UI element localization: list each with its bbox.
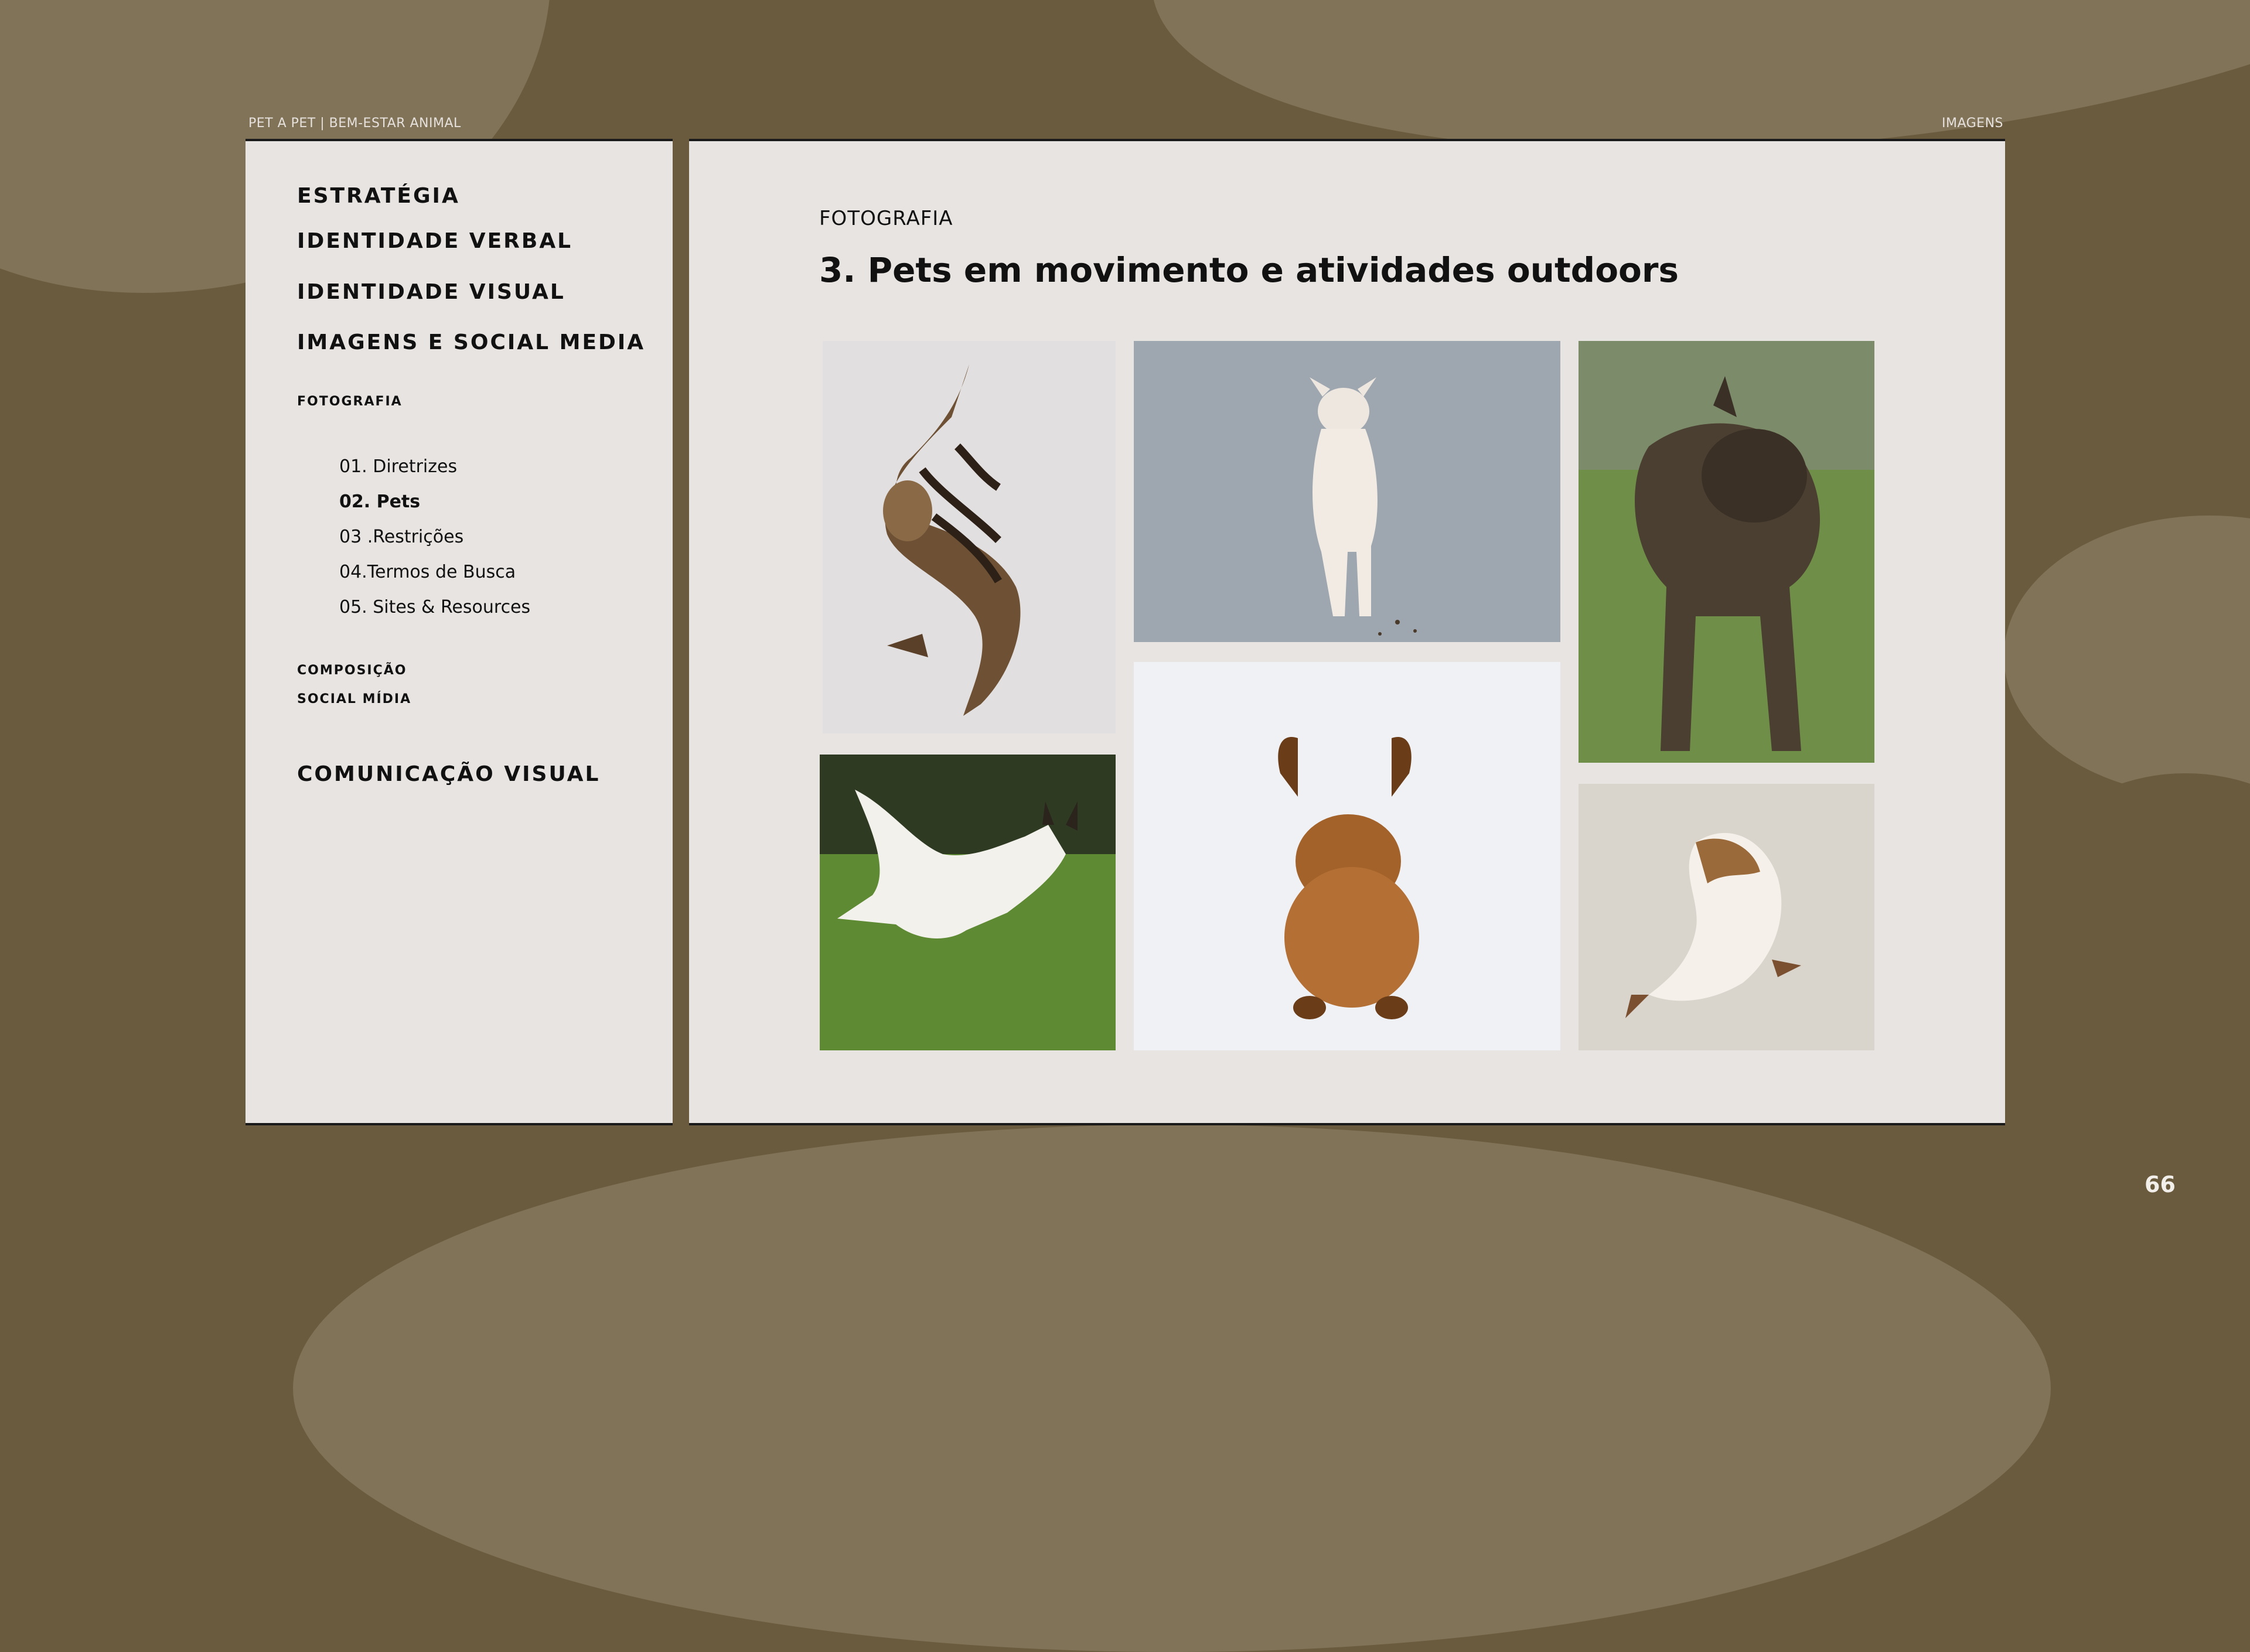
nav-section-imagens-social-media[interactable]: IMAGENS E SOCIAL MEDIA <box>297 330 646 354</box>
background-shape-right <box>2004 516 2250 797</box>
nav-section-estrategia[interactable]: ESTRATÉGIA <box>297 184 460 208</box>
page-title: 3. Pets em movimento e atividades outdoors <box>819 250 1679 290</box>
nav-subsection-composicao[interactable]: COMPOSIÇÃO <box>297 663 407 678</box>
nav-item-diretrizes[interactable]: 01. Diretrizes <box>339 456 458 477</box>
nav-item-termos-de-busca[interactable]: 04.Termos de Busca <box>339 562 516 582</box>
nav-section-identidade-verbal[interactable]: IDENTIDADE VERBAL <box>297 229 573 253</box>
page-number: 66 <box>2145 1172 2176 1197</box>
nav-subsection-social-midia[interactable]: SOCIAL MÍDIA <box>297 692 412 706</box>
nav-item-pets[interactable]: 02. Pets <box>339 491 421 512</box>
photo-jumping-tabby-cat <box>823 341 1116 733</box>
nav-item-restricoes[interactable]: 03 .Restrições <box>339 527 464 547</box>
content-panel <box>689 139 2005 1125</box>
photo-jumping-bull-terrier <box>1134 341 1560 642</box>
photo-jumping-calico-cat <box>1579 784 1874 1050</box>
nav-item-sites-resources[interactable]: 05. Sites & Resources <box>339 597 531 617</box>
nav-section-identidade-visual[interactable]: IDENTIDADE VISUAL <box>297 280 565 304</box>
running-header-right: IMAGENS <box>1941 116 2003 131</box>
background-shape-right-dark <box>1980 773 2250 1183</box>
running-header-left: PET A PET | BEM-ESTAR ANIMAL <box>248 116 461 131</box>
photo-running-dachshund <box>1134 662 1560 1050</box>
nav-section-comunicacao-visual[interactable]: COMUNICAÇÃO VISUAL <box>297 762 601 786</box>
section-eyebrow: FOTOGRAFIA <box>819 207 953 230</box>
photo-running-white-dog <box>820 755 1116 1050</box>
nav-subsection-fotografia[interactable]: FOTOGRAFIA <box>297 394 403 409</box>
sidebar-panel <box>246 139 673 1125</box>
background-shape-bottom <box>293 1125 2051 1652</box>
photo-wet-german-shepherd <box>1579 341 1874 763</box>
